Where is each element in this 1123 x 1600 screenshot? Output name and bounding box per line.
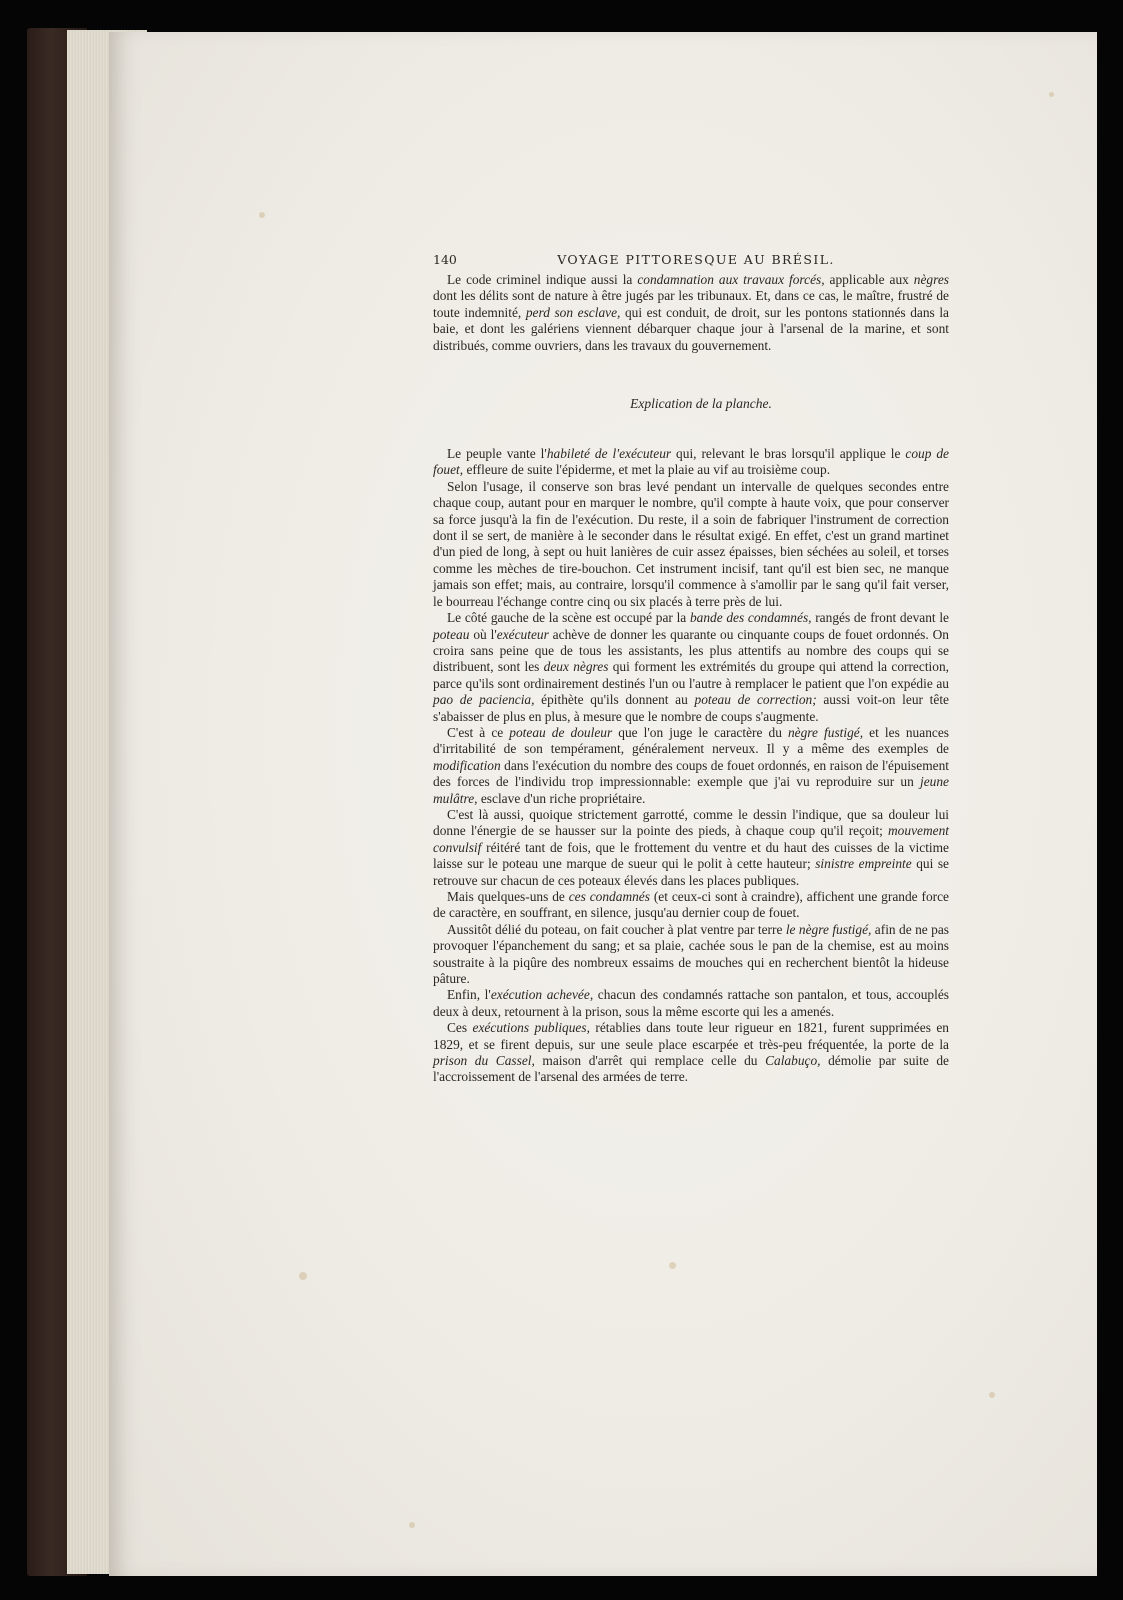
text-run: chacun des condamnés rattache son pantalon, et tous, accouplés deux à deux, retournent à la prison, sous la même escorte qui les a amenés. xyxy=(433,987,950,1019)
text-run: qui se retrouve sur chacun de ces poteaux élevés dans les places publiques. xyxy=(433,856,949,888)
text-run: Enfin, l' xyxy=(447,987,491,1003)
italic-run: jeune mulâtre, xyxy=(433,774,949,806)
text-run: maison d'arrêt qui remplace celle du xyxy=(534,1053,766,1069)
intro-paragraph xyxy=(433,272,949,354)
text-run: dont les délits sont de nature à être jugés par les tribunaux. Et, dans ce cas, le maître, frustré de toute indemnité, xyxy=(433,288,949,320)
italic-run: le nègre fustigé, xyxy=(785,921,872,937)
italic-run: poteau xyxy=(433,626,470,642)
text-run: Selon l'usage, il conserve son bras levé pendant un intervalle de quelques secondes entre chaque coup, autant pour en marquer le nombre, qu'il compte à haute voix, que pour conserver sa force jusqu'à la fin de l'exécution. Du reste, il a soin de fabriquer l'instrument de correction dont il se sert, de manière à le seconder dans le résultat exigé. En effet, c'est un grand martinet d'un pied de long, à sept ou huit lanières de cuir assez épaisses, bien séchées au soleil, et torses comme les mèches de tire-bouchon. Cet instrument incisif, tant qu'il est bien sec, ne manque jamais son effet; mais, au contraire, lorsqu'il commence à s'amollir par le sang qu'il fait verser, le bourreau l'échange contre cinq ou six placés à terre près de lui. xyxy=(433,478,949,609)
text-run: rangés de front devant le xyxy=(811,610,949,626)
text-run: et les nuances d'irritabilité de son tempérament, généralement nerveux. Il y a même des exemples de xyxy=(433,724,949,757)
italic-run: poteau de douleur xyxy=(509,724,613,740)
text-run: (et ceux-ci sont à craindre), affichent une grande force de caractère, en souffrant, en silence, jusqu'au dernier coup de fouet. xyxy=(433,889,949,921)
paragraph xyxy=(433,610,949,725)
paragraph xyxy=(433,446,949,479)
text-run: Aussitôt délié du poteau, on fait coucher à plat ventre par terre xyxy=(447,921,786,937)
italic-run: exécuteur xyxy=(496,626,549,642)
italic-run: exécution achevée, xyxy=(490,987,594,1003)
paragraph xyxy=(433,987,949,1020)
italic-run: ces condamnés xyxy=(568,889,650,904)
text-run: réitéré tant de fois, que le frottement du ventre et du haut des cuisses de la victime laisse sur le poteau une marque de sueur qui le polit à cette hauteur; xyxy=(433,839,949,872)
italic-run: prison du Cassel, xyxy=(433,1053,535,1069)
text-run: où l' xyxy=(469,626,497,642)
text-run: rétablies dans toute leur rigueur en 1821, furent supprimées en 1829, et se firent depuis, sur une seule place escarpée et très-peu fréquentée, la porte de la xyxy=(433,1020,950,1052)
page-header xyxy=(433,252,949,272)
italic-run: perd son esclave, xyxy=(525,304,621,320)
paragraph xyxy=(433,807,949,889)
text-run: afin de ne pas provoquer l'épanchement du sang; et sa plaie, cachée sous le pan de la chemise, est au moins soustraite à la piqûre des nombreux essaims de mouches qui en recherchent bientôt la hideuse pâture. xyxy=(433,921,949,987)
italic-run: nègre fustigé, xyxy=(787,724,864,740)
text-run: esclave d'un riche propriétaire. xyxy=(477,790,646,806)
text-run: qui, relevant le bras lorsqu'il applique le xyxy=(671,446,906,462)
paragraph xyxy=(433,889,949,922)
section-title: Explication de la planche. xyxy=(630,396,772,412)
page-number: 140 xyxy=(433,252,457,267)
italic-run: modification xyxy=(433,757,501,773)
text-run: Le côté gauche de la scène est occupé par la xyxy=(447,610,690,626)
italic-run: habileté de l'exécuteur xyxy=(546,446,672,462)
paragraph xyxy=(433,725,949,807)
body-paragraphs xyxy=(433,446,949,1086)
text-run: Le code criminel indique aussi la xyxy=(447,272,638,287)
text-run: achève de donner les quarante ou cinquante coups de fouet ordonnés. On croira sans peine que de tous les assistants, les plus attentifs au nombre des coups qui se distribuent, sont les xyxy=(433,626,949,675)
italic-run: exécutions publiques, xyxy=(472,1020,590,1036)
text-run: épithète qu'ils donnent au xyxy=(534,692,695,708)
italic-run: deux nègres xyxy=(543,659,609,675)
italic-run: coup de fouet, xyxy=(433,446,949,478)
italic-run: condamnation aux travaux forcés, xyxy=(637,272,825,287)
italic-run: pao de paciencia, xyxy=(433,692,535,708)
italic-run: Calabuço, xyxy=(765,1053,821,1069)
paragraph xyxy=(433,1020,949,1086)
text-run: Ces xyxy=(447,1020,473,1036)
text-run: effleure de suite l'épiderme, et met la plaie au vif au troisième coup. xyxy=(463,462,831,478)
text-run: aussi voit-on leur tête s'abaisser de plus en plus, à mesure que le nombre de coups s'augmente. xyxy=(433,692,950,724)
running-title: VOYAGE PITTORESQUE AU BRÉSIL. xyxy=(557,252,835,267)
paragraph xyxy=(433,479,949,610)
text-run: Mais quelques-uns de xyxy=(447,889,569,904)
italic-run: sinistre empreinte xyxy=(815,856,912,872)
italic-run: nègres xyxy=(913,272,949,287)
italic-run: mouvement convulsif xyxy=(433,823,949,855)
text-run: que l'on juge le caractère du xyxy=(612,724,788,740)
text-run: qui est conduit, de droit, sur les pontons stationnés dans la baie, et dont les galériens viennent débarquer chaque jour à l'arsenal de la marine, et sont distribués, comme ouvriers, dans les travaux du gouvernement. xyxy=(433,304,949,353)
text-run: dans l'exécution du nombre des coups de fouet ordonnés, en raison de l'épuisement des forces de l'individu trop impressionnable: exemple que j'ai vu reproduire sur un xyxy=(433,757,949,790)
text-run: Le peuple vante l' xyxy=(447,446,547,462)
text-run: démolie par suite de l'accroissement de l'arsenal des armées de terre. xyxy=(433,1053,949,1085)
text-run: qui forment les extrémités du groupe qui attend la correction, parce qu'ils sont ordinairement destinés l'un ou l'autre à remplacer le patient que l'on expédie au xyxy=(433,659,949,691)
italic-run: bande des condamnés, xyxy=(689,610,812,626)
page-text xyxy=(433,252,949,1086)
italic-run: poteau de correction; xyxy=(694,692,817,708)
text-run: C'est à ce xyxy=(447,724,510,740)
paragraph xyxy=(433,922,949,988)
text-run: C'est là aussi, quoique strictement garrotté, comme le dessin l'indique, que sa douleur lui donne l'énergie de se hausser sur la pointe des pieds, à chaque coup qu'il reçoit; xyxy=(433,806,949,839)
text-run: applicable aux xyxy=(824,272,914,287)
